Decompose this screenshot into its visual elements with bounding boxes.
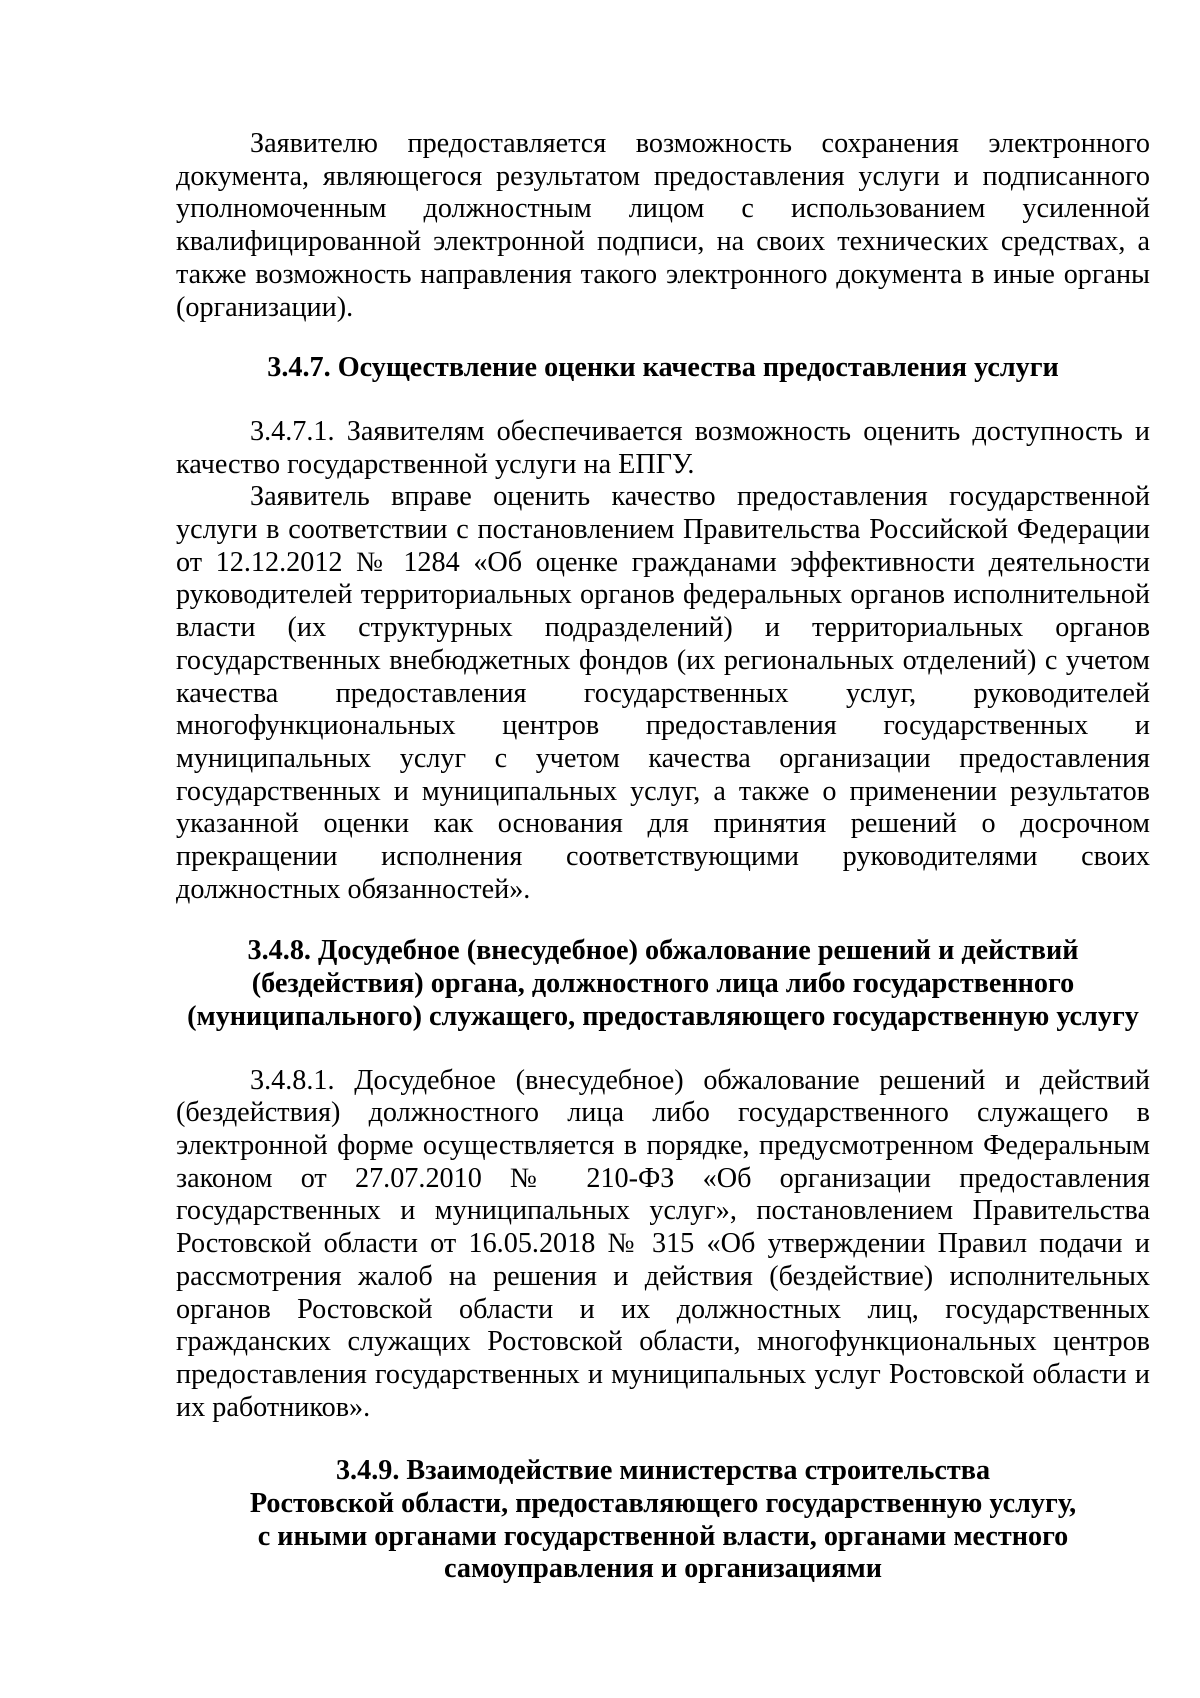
section-heading-3-4-8 (176, 935, 1150, 1033)
heading-line: самоуправления и организациями (444, 1553, 882, 1585)
paragraph-result-document: Заявителю предоставляется возможность сохранения электронного документа, являющегося результатом предоставления услуги и подписанного уполномоченным должностным лицом с использованием усиленной квалифицированной электронной подписи, на своих технических средствах, а также возможность направления такого электронного документа в иные органы (организации). (176, 128, 1150, 323)
heading-line: Ростовской области, предоставляющего государственную услугу, (249, 1488, 1077, 1520)
heading-line: 3.4.8. Досудебное (внесудебное) обжалование решений и действий (247, 935, 1079, 967)
section-heading-3-4-7: 3.4.7. Осуществление оценки качества предоставления услуги (267, 352, 1059, 384)
paragraph-3-4-8-1: 3.4.8.1. Досудебное (внесудебное) обжалование решений и действий (бездействия) должностного лица либо государственного служащего в электронной форме осуществляется в порядке, предусмотренном Федеральным законом от 27.07.2010 № 210-ФЗ «Об организации предоставления государственных и муниципальных услуг», постановлением Правительства Ростовской области от 16.05.2018 № 315 «Об утверждении Правил подачи и рассмотрения жалоб на решения и действия (бездействие) исполнительных органов Ростовской области и их должностных лиц, государственных гражданских служащих Ростовской области, многофункциональных центров предоставления государственных и муниципальных услуг Ростовской области и их работников». (176, 1064, 1150, 1423)
heading-line: (муниципального) служащего, предоставляющего государственную услугу (187, 1000, 1139, 1032)
paragraph-applicant-evaluation: Заявитель вправе оценить качество предоставления государственной услуги в соответствии с постановлением Правительства Российской Федерации от 12.12.2012 № 1284 «Об оценке гражданами эффективности деятельности руководителей территориальных органов федеральных органов исполнительной власти (их структурных подразделений) и территориальных органов государственных внебюджетных фондов (их региональных отделений) с учетом качества предоставления государственных услуг, руководителей многофункциональных центров предоставления государственных и муниципальных услуг с учетом качества организации предоставления государственных и муниципальных услуг, а также о применении результатов указанной оценки как основания для принятия решений о досрочном прекращении исполнения соответствующими руководителями своих должностных обязанностей». (176, 481, 1150, 905)
heading-line: с иными органами государственной власти, органами местного (257, 1520, 1069, 1552)
heading-line: 3.4.9. Взаимодействие министерства строительства (335, 1455, 991, 1487)
document-page (176, 128, 1150, 1586)
section-heading-3-4-9 (176, 1455, 1150, 1586)
paragraph-3-4-7-1: 3.4.7.1. Заявителям обеспечивается возможность оценить доступность и качество государственной услуги на ЕПГУ. (176, 415, 1150, 480)
heading-line: (бездействия) органа, должностного лица либо государственного (251, 968, 1075, 1000)
